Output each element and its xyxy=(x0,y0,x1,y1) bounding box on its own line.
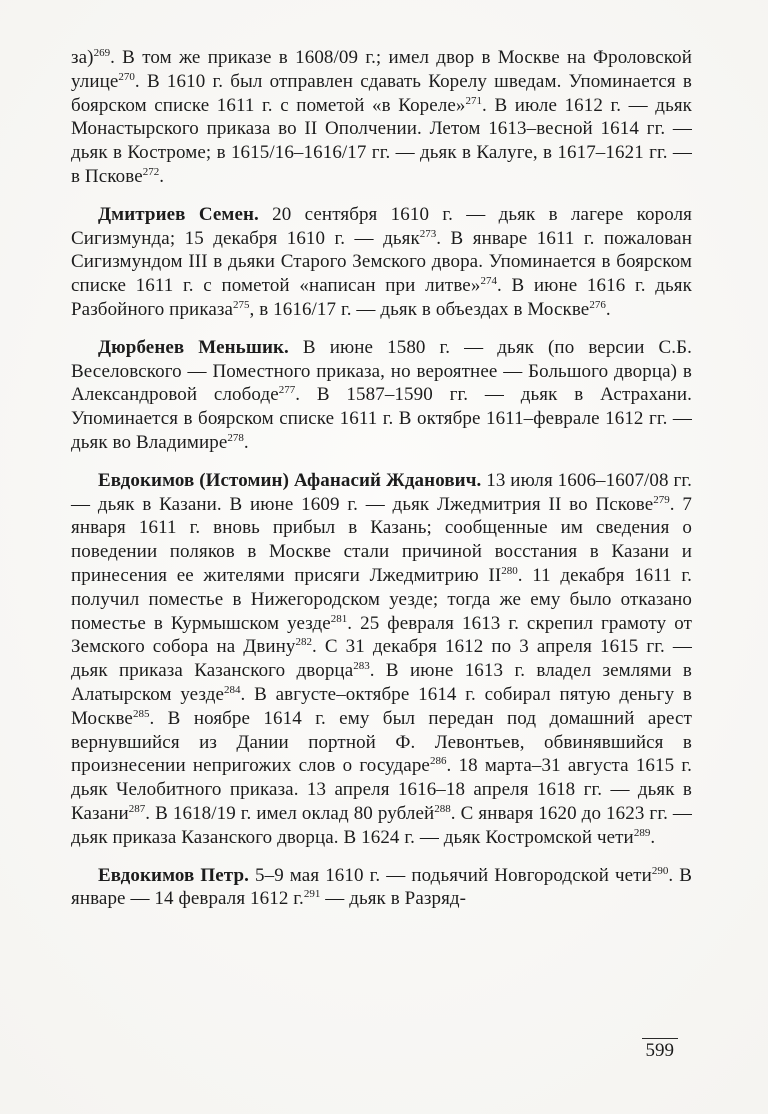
footnote-reference: 281 xyxy=(330,612,348,625)
footnote-reference: 271 xyxy=(465,94,483,107)
entry-name: Дюрбенев Меньшик. xyxy=(98,336,289,358)
entry-name: Евдокимов (Истомин) Афанасий Жданович. xyxy=(98,469,482,491)
footnote-reference: 279 xyxy=(653,493,670,506)
footnote-reference: 273 xyxy=(419,227,437,240)
footnote-reference: 291 xyxy=(303,888,321,901)
entry-name: Дмитриев Семен. xyxy=(98,203,259,225)
footnote-reference: 286 xyxy=(429,755,447,768)
footnote-reference: 285 xyxy=(132,707,150,720)
entry-paragraph: Дюрбенев Меньшик. В июне 1580 г. — дьяк (по версии С.Б. Веселовского — Поместного приказа, но вероятнее — Большого дворца) в Александровой слободе$^{277}$. В 1587–1590 гг. — дьяк в Астрахани. Упоминается в боярском списке 1611 г. В октябре 1611–феврале 1612 гг. — дьяк во Владимире$^{278}$. xyxy=(71,336,692,453)
footnote-reference: 278 xyxy=(227,431,244,444)
footnote-reference: 284 xyxy=(224,683,241,696)
footnote-reference: 283 xyxy=(353,660,370,673)
footnote-reference: 275 xyxy=(233,298,250,311)
footnote-reference: 282 xyxy=(295,636,313,649)
entry-paragraph: Евдокимов Петр. 5–9 мая 1610 г. — подьячий Новгородской чети$^{290}$. В январе — 14 февраля 1612 г.$^{291}$ — дьяк в Разряд- xyxy=(71,864,692,910)
page-number: 599 xyxy=(642,1038,679,1062)
footnote-reference: 269 xyxy=(93,47,111,59)
footnote-reference: 277 xyxy=(278,384,296,397)
footnote-reference: 287 xyxy=(128,802,146,815)
footnote-reference: 290 xyxy=(651,864,669,877)
footnote-reference: 280 xyxy=(501,564,518,577)
entry-paragraph: Дмитриев Семен. 20 сентября 1610 г. — дьяк в лагере короля Сигизмунда; 15 декабря 1610 г. — дьяк$^{273}$. В январе 1611 г. пожалован Сигизмундом III в дьяки Старого Земского двора. Упоминается в боярском списке 1611 г. с пометой «написан при литве»$^{274}$. В июне 1616 г. дьяк Разбойного приказа$^{275}$, в 1616/17 г. — дьяк в объездах в Москве$^{276}$. xyxy=(71,203,692,320)
footnote-reference: 272 xyxy=(142,165,160,178)
footnote-reference: 274 xyxy=(480,275,497,288)
entry-name: Евдокимов Петр. xyxy=(98,864,249,886)
footnote-reference: 289 xyxy=(633,826,651,839)
footnote-reference: 276 xyxy=(589,298,606,311)
footnote-reference: 270 xyxy=(118,70,135,83)
entry-paragraph: Евдокимов (Истомин) Афанасий Жданович. 13 июля 1606–1607/08 гг. — дьяк в Казани. В июне 1609 г. — дьяк Лжедмитрия II во Пскове$^{279}$. 7 января 1611 г. вновь прибыл в Казань; сообщенные им сведения о поведении поляков в Москве стали причиной восстания в Казани и принесения ее жителями присяги Лжедмитрию II$^{280}$. 11 декабря 1611 г. получил поместье в Нижегородском уезде; тогда же ему было отказано поместье в Курмышском уезде$^{281}$. 25 февраля 1613 г. скрепил грамоту от Земского собора на Двину$^{282}$. С 31 декабря 1612 по 3 апреля 1615 гг. — дьяк приказа Казанского дворца$^{283}$. В июне 1613 г. владел землями в Алатырском уезде$^{284}$. В августе–октябре 1614 г. собирал пятую деньгу в Москве$^{285}$. В ноябре 1614 г. ему был передан под домашний арест вернувшийся из Дании портной Ф. Левонтьев, обвинявшийся в произнесении непригожих слов о государе$^{286}$. 18 марта–31 августа 1615 г. дьяк Челобитного приказа. 13 апреля 1616–18 апреля 1618 гг. — дьяк в Казани$^{287}$. В 1618/19 г. имел оклад 80 рублей$^{288}$. С января 1620 до 1623 гг. — дьяк приказа Казанского дворца. В 1624 г. — дьяк Костромской чети$^{289}$. xyxy=(71,469,693,848)
footnote-reference: 288 xyxy=(434,802,451,815)
entry-paragraph: за)$^{269}$. В том же приказе в 1608/09 г.; имел двор в Москве на Фроловской улице$^{270}$. В 1610 г. был отправлен сдавать Корелу шведам. Упоминается в боярском списке 1611 г. с пометой «в Кореле»$^{271}$. В июле 1612 г. — дьяк Монастырского приказа во II Ополчении. Летом 1613–весной 1614 гг. — дьяк в Костроме; в 1615/16–1616/17 гг. — дьяк в Калуге, в 1617–1621 гг. — в Пскове$^{272}$. xyxy=(71,47,693,187)
text-column xyxy=(71,46,692,925)
